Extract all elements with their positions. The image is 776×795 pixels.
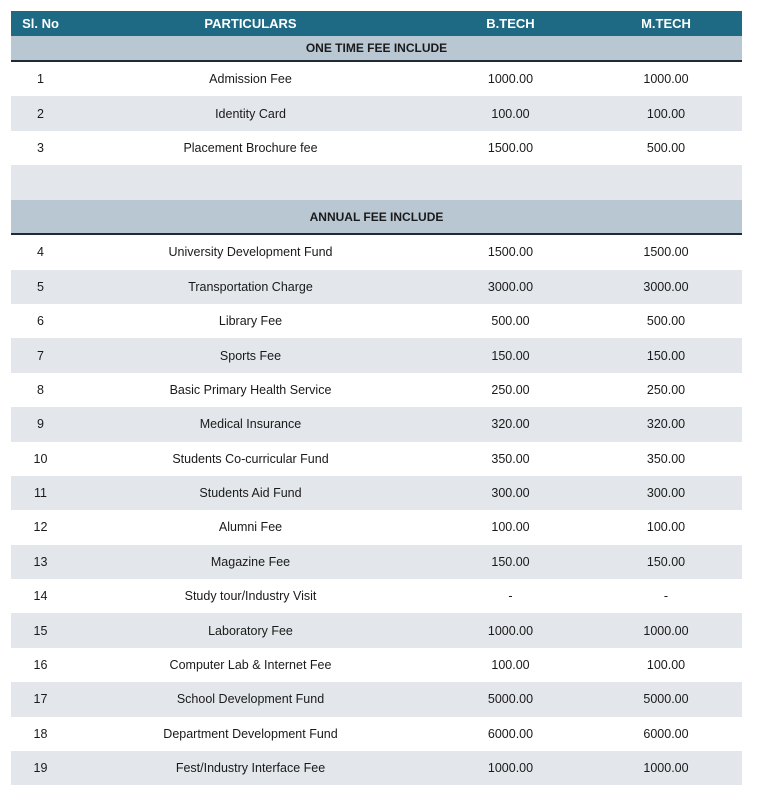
row-mtech: 250.00: [646, 382, 686, 397]
table-row: [11, 235, 742, 269]
table-row: [11, 62, 742, 96]
row-btech: 1000.00: [487, 623, 534, 638]
row-particulars: Study tour/Industry Visit: [184, 589, 317, 604]
row-sl: 6: [37, 314, 44, 329]
table-row: [11, 648, 742, 682]
table-header: [11, 11, 742, 36]
section-title: ONE TIME FEE INCLUDE: [305, 41, 448, 55]
row-mtech: 1500.00: [643, 245, 689, 260]
table-row: [11, 373, 742, 407]
header-particulars: PARTICULARS: [204, 16, 297, 31]
row-mtech: 3000.00: [643, 279, 689, 294]
table-row: [11, 682, 742, 716]
row-sl: 16: [33, 658, 48, 673]
header-mtech: M.TECH: [641, 16, 691, 31]
row-mtech: 500.00: [646, 314, 686, 329]
row-btech: 5000.00: [487, 692, 534, 707]
row-btech: 350.00: [491, 451, 530, 466]
row-btech: 1000.00: [487, 72, 534, 87]
row-mtech: 5000.00: [643, 692, 689, 707]
table-row: [11, 717, 742, 751]
row-mtech: 1000.00: [643, 72, 689, 87]
table-row: [11, 510, 742, 544]
row-sl: 9: [37, 417, 44, 432]
table-row: [11, 476, 742, 510]
table-row: [11, 96, 742, 130]
row-btech: 150.00: [491, 348, 530, 363]
row-btech: 300.00: [491, 486, 530, 501]
row-mtech: 100.00: [646, 520, 686, 535]
row-sl: 4: [37, 245, 44, 260]
row-sl: 13: [33, 554, 48, 569]
row-particulars: Fest/Industry Interface Fee: [175, 761, 326, 776]
row-particulars: Students Co-curricular Fund: [172, 451, 329, 466]
row-btech: 1500.00: [487, 245, 534, 260]
row-mtech: 1000.00: [643, 623, 689, 638]
row-sl: 12: [33, 520, 48, 535]
row-btech: -: [508, 589, 513, 604]
table-row: [11, 338, 742, 372]
section-title: ANNUAL FEE INCLUDE: [309, 209, 444, 224]
row-mtech: 100.00: [646, 106, 686, 121]
row-mtech: 300.00: [646, 486, 686, 501]
row-btech: 100.00: [491, 658, 530, 673]
row-btech: 3000.00: [487, 279, 534, 294]
row-sl: 3: [37, 140, 44, 155]
fee-table: [11, 11, 742, 785]
row-particulars: Basic Primary Health Service: [169, 382, 332, 397]
row-btech: 500.00: [491, 314, 530, 329]
row-btech: 150.00: [491, 554, 530, 569]
table-row: [11, 407, 742, 441]
row-particulars: Medical Insurance: [199, 417, 302, 432]
row-mtech: 6000.00: [643, 726, 689, 741]
header-btech: B.TECH: [486, 16, 535, 31]
row-mtech: -: [663, 589, 669, 604]
row-particulars: School Development Fund: [176, 692, 325, 707]
row-sl: 7: [37, 348, 44, 363]
table-row: [11, 270, 742, 304]
header-sl: Sl. No: [22, 16, 59, 31]
row-btech: 1000.00: [487, 761, 534, 776]
table-row: [11, 442, 742, 476]
row-sl: 5: [37, 279, 44, 294]
row-particulars: Library Fee: [218, 314, 283, 329]
row-sl: 14: [33, 589, 48, 604]
row-particulars: Students Aid Fund: [199, 486, 302, 501]
row-particulars: Computer Lab & Internet Fee: [169, 658, 332, 673]
table-row: [11, 751, 742, 785]
row-sl: 1: [37, 72, 44, 87]
row-mtech: 320.00: [646, 417, 686, 432]
row-sl: 11: [34, 486, 47, 501]
row-particulars: Admission Fee: [209, 72, 292, 87]
row-sl: 10: [33, 451, 48, 466]
table-row: [11, 131, 742, 165]
row-particulars: Identity Card: [215, 106, 286, 121]
table-row: [11, 304, 742, 338]
row-particulars: Department Development Fund: [163, 726, 338, 741]
row-sl: 2: [37, 106, 44, 121]
row-particulars: Alumni Fee: [218, 520, 283, 535]
row-sl: 8: [37, 382, 44, 397]
row-btech: 100.00: [491, 106, 530, 121]
row-btech: 320.00: [491, 417, 530, 432]
row-sl: 19: [33, 761, 48, 776]
row-btech: 250.00: [491, 382, 530, 397]
section-one-time: [11, 36, 742, 62]
table-spacer-row: [11, 165, 742, 200]
row-mtech: 350.00: [646, 451, 686, 466]
row-particulars: Placement Brochure fee: [183, 140, 318, 155]
row-particulars: University Development Fund: [168, 245, 333, 260]
row-sl: 15: [33, 623, 48, 638]
table-row: [11, 545, 742, 579]
row-btech: 1500.00: [487, 140, 534, 155]
section-annual: [11, 200, 742, 235]
row-particulars: Magazine Fee: [210, 554, 291, 569]
table-row: [11, 613, 742, 647]
table-row: [11, 579, 742, 613]
row-mtech: 500.00: [646, 140, 686, 155]
row-mtech: 150.00: [646, 554, 686, 569]
row-particulars: Sports Fee: [219, 348, 282, 363]
row-sl: 18: [33, 726, 48, 741]
row-sl: 17: [33, 692, 48, 707]
row-particulars: Transportation Charge: [188, 279, 313, 294]
row-particulars: Laboratory Fee: [208, 623, 293, 638]
row-mtech: 100.00: [646, 658, 686, 673]
row-btech: 100.00: [491, 520, 530, 535]
row-btech: 6000.00: [487, 726, 534, 741]
row-mtech: 1000.00: [643, 761, 689, 776]
row-mtech: 150.00: [646, 348, 686, 363]
